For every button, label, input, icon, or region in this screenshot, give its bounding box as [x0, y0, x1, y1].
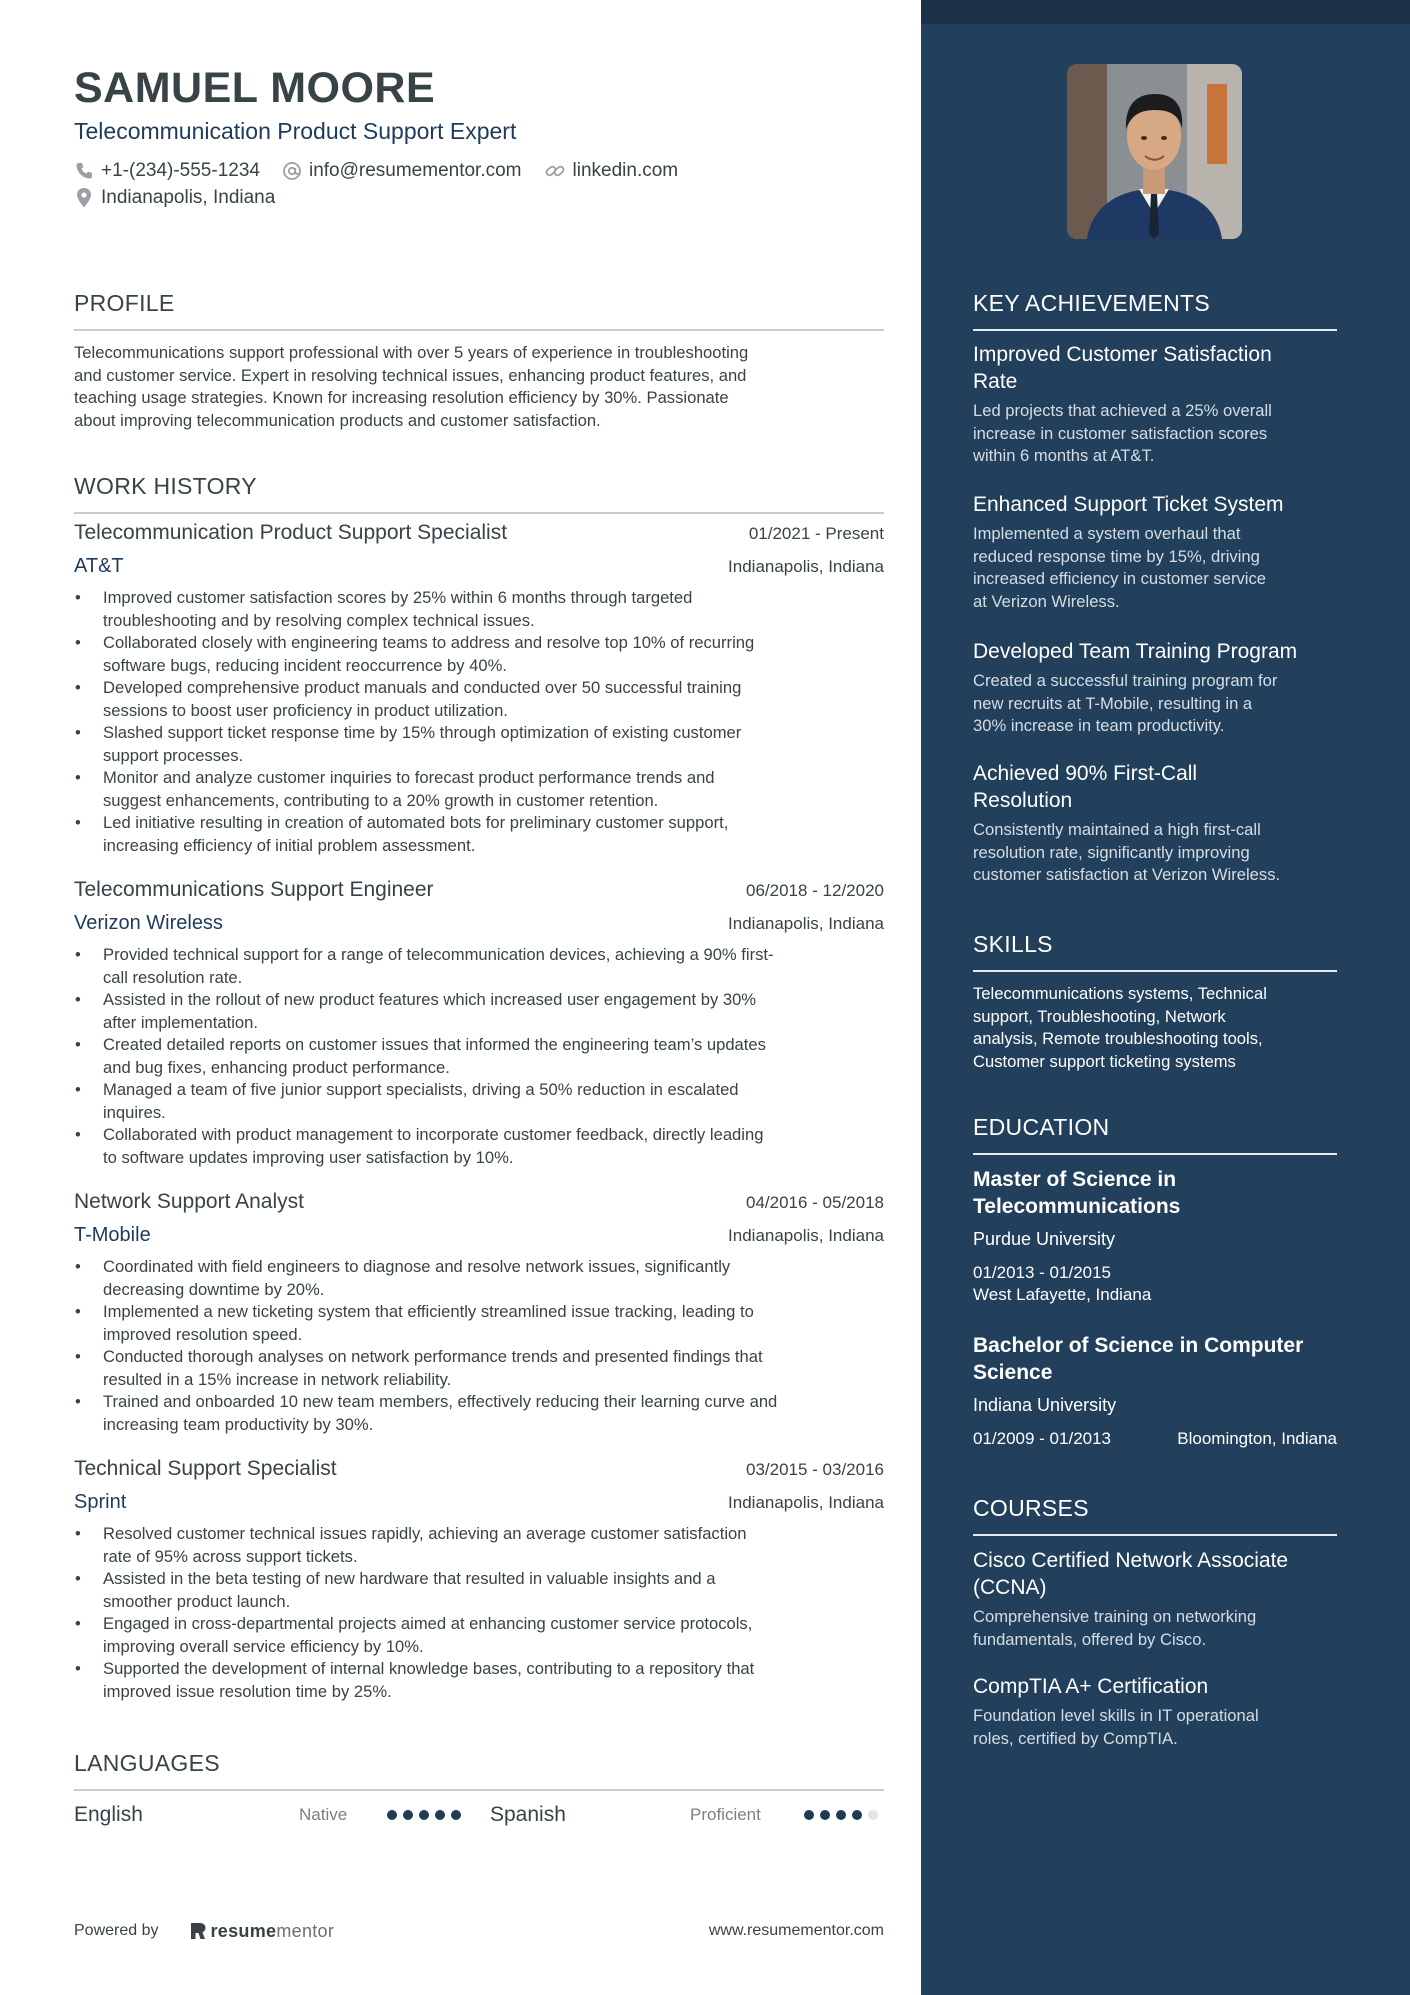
skills-heading: SKILLS — [973, 931, 1337, 972]
language-level: Native — [299, 1805, 348, 1824]
job-company: Sprint — [74, 1491, 127, 1513]
rating-dot-filled — [387, 1810, 397, 1820]
course-item — [973, 1547, 1337, 1651]
powered-by-label: Powered by — [74, 1922, 159, 1939]
email-text[interactable]: info@resumementor.com — [308, 160, 522, 181]
achievement-desc: Implemented a system overhaul that reduced response time by 15%, driving increased efficiency in customer service at Verizon Wireless. — [973, 524, 1266, 611]
job-location: Indianapolis, Indiana — [728, 1226, 884, 1245]
course-item — [973, 1673, 1337, 1750]
bullet-item: • Collaborated closely with engineering teams to address and resolve top 10% of recurring software bugs, reducing incident reoccurrence by 40%. — [74, 632, 884, 677]
job-company: T-Mobile — [74, 1224, 151, 1246]
achievements-heading: KEY ACHIEVEMENTS — [973, 290, 1337, 331]
phone-text: +1-(234)-555-1234 — [101, 160, 260, 181]
bullet-item: • Trained and onboarded 10 new team members, effectively reducing their learning curve and increasing team productivity by 30%. — [74, 1391, 884, 1436]
profile-line: Telecommunications support professional with over 5 years of experience in troubleshooting — [74, 343, 749, 362]
education-degree: Bachelor of Science in Computer Science — [973, 1334, 1304, 1384]
location-item — [74, 187, 275, 209]
phone-icon — [74, 161, 94, 181]
rating-dot-filled — [419, 1810, 429, 1820]
job-entry — [74, 521, 884, 857]
job-bullets — [74, 1256, 884, 1436]
bullet-item: • Slashed support ticket response time by 15% through optimization of existing customer support processes. — [74, 722, 884, 767]
achievement-title: Achieved 90% First-Call Resolution — [973, 762, 1198, 812]
rating-dot-filled — [836, 1810, 846, 1820]
bullet-item: • Provided technical support for a range of telecommunication devices, achieving a 90% first- call resolution rate. — [74, 944, 884, 989]
achievement-item — [973, 760, 1337, 887]
job-dates: 06/2018 - 12/2020 — [745, 881, 884, 900]
language-name: English — [74, 1803, 143, 1826]
job-title: Network Support Analyst — [74, 1190, 304, 1213]
job-entry — [74, 1190, 884, 1436]
language-name: Spanish — [490, 1803, 566, 1826]
phone-item — [74, 160, 260, 182]
course-title: CompTIA A+ Certification — [973, 1675, 1209, 1698]
job-company: Verizon Wireless — [74, 912, 223, 934]
education-heading: EDUCATION — [973, 1114, 1337, 1155]
course-desc: Comprehensive training on networking fundamentals, offered by Cisco. — [973, 1607, 1257, 1649]
job-location: Indianapolis, Indiana — [728, 557, 884, 576]
contact-row — [74, 160, 700, 182]
education-dates: 01/2009 - 01/2013 — [973, 1429, 1112, 1448]
achievement-item — [973, 638, 1337, 738]
footer — [74, 1916, 884, 1946]
job-title: Technical Support Specialist — [74, 1457, 337, 1480]
language-rating — [804, 1810, 884, 1820]
course-desc: Foundation level skills in IT operational roles, certified by CompTIA. — [973, 1706, 1259, 1748]
job-dates: 03/2015 - 03/2016 — [745, 1460, 884, 1479]
work-history-heading: WORK HISTORY — [74, 473, 884, 514]
footer-url[interactable]: www.resumementor.com — [708, 1922, 884, 1939]
bullet-item: • Assisted in the beta testing of new hardware that resulted in valuable insights and a smoother product launch. — [74, 1568, 884, 1613]
job-dates: 01/2021 - Present — [748, 524, 884, 543]
portrait-image — [1067, 64, 1242, 239]
bullet-item: • Supported the development of internal knowledge bases, contributing to a repository that improved issue resolution time by 25%. — [74, 1658, 884, 1703]
education-location: Bloomington, Indiana — [1177, 1429, 1337, 1448]
achievement-title: Improved Customer Satisfaction Rate — [973, 343, 1272, 393]
linkedin-item[interactable] — [544, 160, 679, 182]
bullet-item: • Led initiative resulting in creation of automated bots for preliminary customer support, increasing efficiency of initial problem assessment. — [74, 812, 884, 857]
powered-by — [74, 1921, 334, 1942]
job-entry — [74, 878, 884, 1169]
bullet-item: • Managed a team of five junior support specialists, driving a 50% reduction in escalated inquires. — [74, 1079, 884, 1124]
education-location: West Lafayette, Indiana — [973, 1285, 1152, 1304]
bullet-item: • Collaborated with product management to incorporate customer feedback, directly leading to software updates improving user satisfaction by 10%. — [74, 1124, 884, 1169]
bullet-item: • Implemented a new ticketing system that efficiently streamlined issue tracking, leading to improved resolution speed. — [74, 1301, 884, 1346]
language-rating — [387, 1810, 467, 1820]
job-title: Telecommunication Product Support Specialist — [74, 521, 508, 544]
achievement-item — [973, 491, 1337, 613]
rating-dot-filled — [804, 1810, 814, 1820]
linkedin-text[interactable]: linkedin.com — [572, 160, 679, 181]
language-level: Proficient — [690, 1805, 761, 1824]
rating-dot-empty — [868, 1810, 878, 1820]
achievement-desc: Created a successful training program for new recruits at T-Mobile, resulting in a 30% increase in team productivity. — [973, 671, 1278, 735]
job-location: Indianapolis, Indiana — [728, 1493, 884, 1512]
bullet-item: • Developed comprehensive product manuals and conducted over 50 successful training sessions to boost user proficiency in product utilization. — [74, 677, 884, 722]
candidate-title: Telecommunication Product Support Expert — [74, 118, 517, 144]
profile-line: and customer service. Expert in resolving technical issues, enhancing product features, and — [74, 365, 747, 385]
bullet-item: • Improved customer satisfaction scores by 25% within 6 months through targeted troubleshooting and by resolving complex technical issues. — [74, 587, 884, 632]
job-entry — [74, 1457, 884, 1703]
rating-dot-filled — [820, 1810, 830, 1820]
language-item — [490, 1803, 884, 1827]
languages-row — [74, 1800, 884, 1830]
job-location: Indianapolis, Indiana — [728, 914, 884, 933]
job-title: Telecommunications Support Engineer — [74, 878, 434, 901]
rating-dot-filled — [852, 1810, 862, 1820]
profile-heading: PROFILE — [74, 290, 884, 331]
bullet-item: • Monitor and analyze customer inquiries to forecast product performance trends and suggest enhancements, contributing to a 20% growth in customer retention. — [74, 767, 884, 812]
education-dates: 01/2013 - 01/2015 — [973, 1263, 1112, 1282]
courses-heading: COURSES — [973, 1495, 1337, 1536]
profile-text — [74, 342, 884, 432]
education-item — [973, 1332, 1337, 1450]
rating-dot-filled — [435, 1810, 445, 1820]
language-item — [74, 1803, 490, 1827]
bullet-item: • Conducted thorough analyses on network performance trends and presented findings that resulted in a 15% increase in network reliability. — [74, 1346, 884, 1391]
job-bullets — [74, 1523, 884, 1703]
at-sign-icon — [282, 161, 302, 181]
education-item — [973, 1166, 1337, 1306]
achievement-desc: Led projects that achieved a 25% overall increase in customer satisfaction scores within 6 months at AT&T. — [973, 401, 1272, 465]
job-dates: 04/2016 - 05/2018 — [745, 1193, 884, 1212]
education-school: Indiana University — [973, 1395, 1117, 1415]
education-school: Purdue University — [973, 1229, 1116, 1249]
skills-list: Telecommunications systems, Technical support, Troubleshooting, Network analysis, Remote troubleshooting tools, Customer support ticketing systems — [973, 984, 1267, 1071]
job-company: AT&T — [74, 555, 124, 577]
job-bullets — [74, 587, 884, 857]
bullet-item: • Assisted in the rollout of new product features which increased user engagement by 30% after implementation. — [74, 989, 884, 1034]
rating-dot-filled — [403, 1810, 413, 1820]
candidate-name: SAMUEL MOORE — [74, 64, 436, 112]
location-text: Indianapolis, Indiana — [101, 187, 276, 208]
sidebar-top-bar — [921, 0, 1410, 24]
rating-dot-filled — [451, 1810, 461, 1820]
sidebar — [921, 0, 1410, 1995]
education-degree: Master of Science in Telecommunications — [973, 1168, 1181, 1218]
achievement-title: Developed Team Training Program — [973, 640, 1298, 663]
bullet-item: • Resolved customer technical issues rapidly, achieving an average customer satisfaction rate of 95% across support tickets. — [74, 1523, 884, 1568]
link-icon — [544, 161, 566, 181]
bullet-item: • Created detailed reports on customer issues that informed the engineering team’s updates and bug fixes, enhancing product performance. — [74, 1034, 884, 1079]
job-bullets — [74, 944, 884, 1169]
location-row — [74, 187, 297, 209]
resumementor-logo-icon — [189, 1921, 207, 1941]
achievement-item — [973, 341, 1337, 468]
main-column — [74, 0, 884, 1995]
achievement-title: Enhanced Support Ticket System — [973, 493, 1284, 516]
bullet-item: • Coordinated with field engineers to diagnose and resolve network issues, significantly decreasing downtime by 20%. — [74, 1256, 884, 1301]
profile-photo — [1067, 64, 1242, 239]
bullet-item: • Engaged in cross-departmental projects aimed at enhancing customer service protocols, improving overall service efficiency by 10%. — [74, 1613, 884, 1658]
achievement-desc: Consistently maintained a high first-call resolution rate, significantly improving customer satisfaction at Verizon Wireless. — [973, 820, 1281, 884]
course-title: Cisco Certified Network Associate (CCNA) — [973, 1549, 1289, 1599]
languages-heading: LANGUAGES — [74, 1750, 884, 1791]
location-pin-icon — [74, 187, 94, 209]
profile-line: about improving telecommunication products and customer satisfaction. — [74, 410, 601, 430]
profile-line: teaching usage strategies. Known for increasing resolution efficiency by 30%. Passionate — [74, 388, 729, 407]
email-item[interactable] — [282, 160, 522, 182]
brand-name[interactable]: resumementor — [210, 1920, 335, 1941]
